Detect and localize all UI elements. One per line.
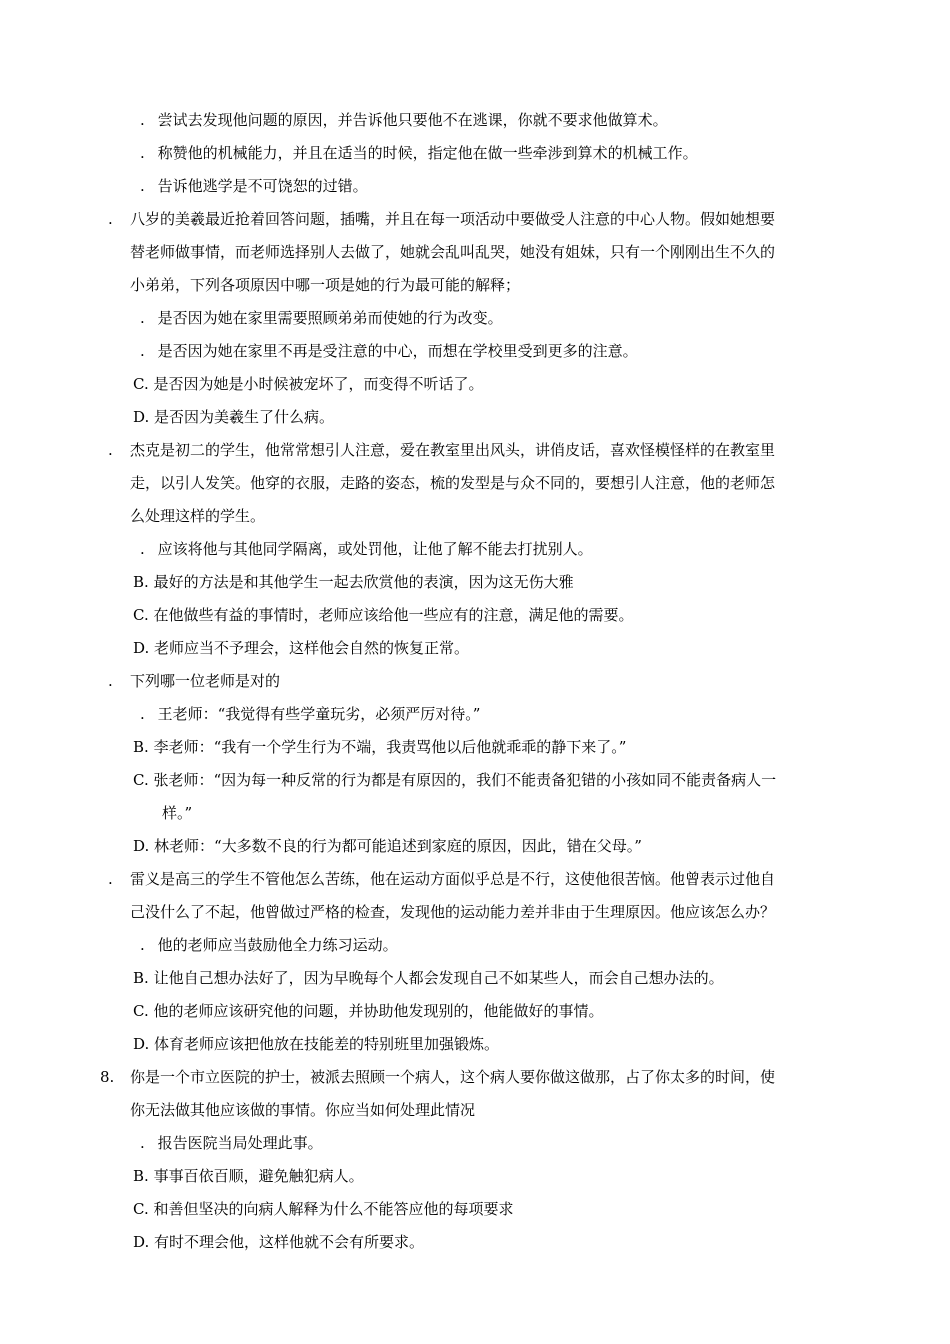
option-letter: D. [133,408,150,426]
option-line [133,374,484,394]
option-line [140,341,638,361]
question-text-line: 替老师做事情，而老师选择别人去做了，她就会乱叫乱哭，她没有姐妹，只有一个刚刚出生不久的 [130,243,776,261]
option-text: 样。” [162,804,193,822]
option-text: 事事百依百顺，避免触犯病人。 [153,1167,364,1185]
option-letter: C. [133,1002,149,1020]
option-letter: C. [133,1200,149,1218]
option-line [133,1199,514,1219]
option-letter: . [140,1134,145,1152]
option-letter: . [140,342,145,360]
option-text: 是否因为她在家里不再是受注意的中心，而想在学校里受到更多的注意。 [157,342,638,360]
option-letter: D. [133,837,150,855]
question-number: . [108,870,113,888]
question-text-line: 己没什么了不起，他曾做过严格的检查，发现他的运动能力差并非由于生理原因。他应该怎么办？ [130,903,776,921]
question-number: . [108,672,113,690]
option-line [133,968,724,988]
question-number: 8. [100,1068,115,1086]
option-text: 是否因为她是小时候被宠坏了，而变得不听话了。 [153,375,484,393]
option-text: 尝试去发现他问题的原因，并告诉他只要他不在逃课，你就不要求他做算术。 [157,111,668,129]
question-text-line: 你是一个市立医院的护士，被派去照顾一个病人，这个病人要你做这做那，占了你太多的时间，使 [130,1068,776,1086]
question-text-line: 你无法做其他应该做的事情。你应当如何处理此情况 [130,1101,476,1119]
option-letter: D. [133,1035,150,1053]
option-letter: D. [133,1233,150,1251]
question-text-line: 雷义是高三的学生不管他怎么苦练，他在运动方面似乎总是不行，这使他很苦恼。他曾表示过他自 [130,870,776,888]
option-text: 称赞他的机械能力，并且在适当的时候，指定他在做一些牵涉到算术的机械工作。 [157,144,698,162]
option-line [133,1001,604,1021]
option-line [140,539,593,559]
option-text: 最好的方法是和其他学生一起去欣赏他的表演，因为这无伤大雅 [153,573,574,591]
option-letter: B. [133,738,149,756]
option-text: 老师应当不予理会，这样他会自然的恢复正常。 [154,639,470,657]
option-text: 他的老师应该研究他的问题，并协助他发现别的，他能做好的事情。 [153,1002,604,1020]
option-text: 报告医院当局处理此事。 [157,1134,323,1152]
option-letter: C. [133,375,149,393]
option-letter: . [140,936,145,954]
option-text: 体育老师应该把他放在技能差的特别班里加强锻炼。 [154,1035,500,1053]
option-line [133,770,776,790]
question-number: . [108,210,113,228]
option-text: 告诉他逃学是不可饶恕的过错。 [157,177,368,195]
option-continuation-line [162,803,192,823]
option-line [140,110,668,130]
option-text: 他的老师应当鼓励他全力练习运动。 [157,936,398,954]
option-letter: . [140,144,145,162]
option-line [140,704,480,724]
option-text: 是否因为她在家里需要照顾弟弟而使她的行为改变。 [157,309,503,327]
option-line [133,407,334,427]
option-letter: . [140,540,145,558]
option-letter: C. [133,606,149,624]
question-text-line: 走，以引人发笑。他穿的衣服，走路的姿态，梳的发型是与众不同的，要想引人注意，他的老师怎 [130,474,776,492]
option-letter: . [140,705,145,723]
option-letter: B. [133,573,149,591]
option-letter: D. [133,639,150,657]
option-text: 应该将他与其他同学隔离，或处罚他，让他了解不能去打扰别人。 [157,540,593,558]
option-line [140,176,368,196]
question-text-line: 八岁的美羲最近抢着回答问题，插嘴，并且在每一项活动中要做受人注意的中心人物。假如她想要 [130,210,776,228]
question-text-line: 么处理这样的学生。 [130,507,266,525]
option-letter: B. [133,1167,149,1185]
option-line [133,737,626,757]
option-text: 让他自己想办法好了，因为早晚每个人都会发现自己不如某些人，而会自己想办法的。 [153,969,724,987]
option-line [133,605,634,625]
question-text-line: 小弟弟，下列各项原因中哪一项是她的行为最可能的解释； [130,276,521,294]
option-line [133,1232,424,1252]
option-line [133,1034,499,1054]
option-letter: C. [133,771,149,789]
option-line [140,143,698,163]
option-line [140,935,398,955]
option-text: 在他做些有益的事情时，老师应该给他一些应有的注意，满足他的需要。 [153,606,634,624]
option-text: 有时不理会他，这样他就不会有所要求。 [154,1233,425,1251]
option-letter: . [140,177,145,195]
option-text: 林老师：“大多数不良的行为都可能追述到家庭的原因，因此，错在父母。” [154,837,642,855]
option-line [133,572,574,592]
option-text: 张老师：“因为每一种反常的行为都是有原因的，我们不能责备犯错的小孩如同不能责备病人一 [153,771,777,789]
option-letter: . [140,309,145,327]
option-letter: . [140,111,145,129]
question-text-line: 下列哪一位老师是对的 [130,672,281,690]
option-line [133,1166,364,1186]
option-letter: B. [133,969,149,987]
option-text: 李老师：“我有一个学生行为不端，我责骂他以后他就乖乖的静下来了。” [153,738,627,756]
question-number: . [108,441,113,459]
option-line [140,308,503,328]
option-line [140,1133,323,1153]
option-text: 是否因为美羲生了什么病。 [154,408,335,426]
option-text: 和善但坚决的向病人解释为什么不能答应他的每项要求 [153,1200,514,1218]
question-text-line: 杰克是初二的学生，他常常想引人注意，爱在教室里出风头，讲俏皮话，喜欢怪模怪样的在教室里 [130,441,776,459]
option-text: 王老师：“我觉得有些学童玩劣，必须严厉对待。” [157,705,481,723]
option-line [133,836,642,856]
option-line [133,638,469,658]
